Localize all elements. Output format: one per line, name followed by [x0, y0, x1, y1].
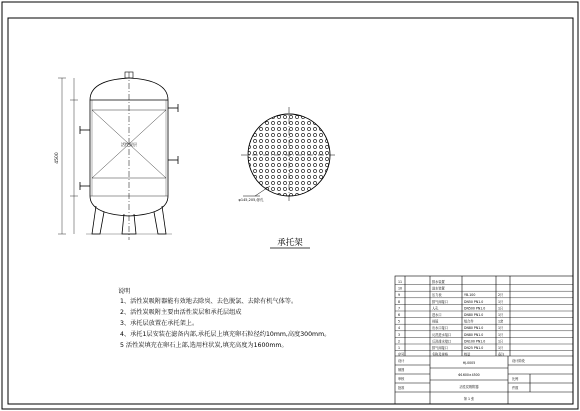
parts-cell-note: 1只 — [498, 326, 504, 331]
parts-cell-no: 9 — [398, 293, 401, 298]
unit-label: 件数 — [512, 386, 519, 390]
parts-cell-qty: DN500 PN1.0 — [464, 306, 486, 311]
note-5: 5 活性炭填充在卵石上部,选用柱状炭,填充高度为1600mm。 — [120, 342, 288, 349]
parts-cell-no: 2 — [398, 339, 401, 344]
title-project-code: HJ-0005 — [462, 361, 476, 365]
parts-cell-qty: DN25 PN1.0 — [464, 346, 484, 350]
scale-label: 比例 — [512, 377, 519, 381]
note-1: 1、活性炭吸附器能有效地去除臭、去色脱氯、去除有机气体等。 — [120, 298, 298, 305]
note-3: 3、承托层放置在承托架上。 — [120, 320, 199, 327]
notes-heading: 说明 — [118, 288, 131, 295]
parts-list — [395, 279, 573, 357]
parts-cell-name: 排水装置 — [432, 280, 445, 284]
parts-cell-note: 1套 — [498, 319, 504, 324]
sign-design: 设计 — [398, 359, 405, 363]
sheet-border-outer — [2, 2, 578, 409]
parts-cell-qty: DN50 PN1.0 — [464, 299, 484, 304]
parts-cell-qty: DN80 PN1.0 — [464, 332, 484, 337]
parts-cell-note: 1只 — [498, 332, 504, 337]
note-2: 2、活性炭吸附主要由活性炭层和承托层组成 — [120, 309, 242, 316]
parts-cell-qty: DN80 PN1.0 — [464, 326, 484, 331]
parts-cell-name: 人孔 — [432, 306, 439, 311]
parts-header-qty: 数量 — [464, 352, 471, 357]
parts-cell-no: 10 — [398, 286, 403, 291]
parts-cell-no: 5 — [398, 319, 401, 324]
parts-cell-note: 1只 — [498, 346, 504, 350]
parts-cell-no: 3 — [398, 332, 401, 337]
parts-cell-name: 进水口 — [432, 313, 442, 317]
parts-cell-note: 2只 — [498, 293, 504, 298]
parts-cell-name: 反洗进水接口 — [432, 332, 452, 337]
support-label: 承托架 — [277, 238, 303, 248]
parts-cell-name: 出水口接口 — [432, 326, 448, 331]
parts-header-no: 序号 — [398, 352, 405, 357]
design-stage: 设计阶段 — [512, 359, 525, 363]
parts-cell-no: 11 — [398, 280, 403, 284]
parts-cell-name: 排气阀接口 — [432, 346, 448, 350]
parts-cell-name: 压力表 — [432, 293, 442, 298]
parts-cell-note: 1只 — [498, 313, 504, 317]
parts-cell-no: 8 — [398, 299, 401, 304]
parts-cell-note: 1只 — [498, 339, 504, 344]
parts-cell-no: 6 — [398, 313, 401, 317]
sheet-number: 第 1 张 — [463, 397, 475, 401]
parts-cell-qty: DN100 PN1.0 — [464, 339, 486, 344]
parts-header-name: 名称及规格 — [432, 352, 448, 357]
support-hole-spec: φ145,205,@孔 — [238, 198, 264, 202]
tank-height-dimension: 4500 — [55, 152, 60, 164]
parts-cell-no: 7 — [398, 306, 401, 311]
sign-draw: 制图 — [398, 368, 405, 372]
tank-bed-label: 活性炭层 — [121, 142, 137, 147]
parts-cell-no: 1 — [398, 346, 401, 350]
tank-elevation — [58, 72, 178, 240]
note-4: 4、承托1层安装在滤备内部,承托层上填充卵石粒径约10mm,高度300mm。 — [120, 331, 331, 338]
parts-cell-name: 视镜 — [432, 319, 439, 324]
parts-cell-name: 进水装置 — [432, 286, 445, 291]
parts-cell-name: 反洗排水接口 — [432, 339, 452, 344]
title-main: 活性炭吸附器 — [459, 385, 479, 389]
title-sub: Φ1600×4500 — [458, 373, 480, 377]
parts-cell-qty: DN80 PN1.0 — [464, 313, 484, 317]
support-plate — [238, 107, 337, 203]
parts-header-note: 备注 — [498, 352, 505, 357]
parts-cell-qty: 组合件 — [464, 319, 474, 324]
sign-approve: 批准 — [398, 386, 405, 390]
notes — [118, 287, 330, 349]
parts-cell-note: 1只 — [498, 299, 504, 304]
parts-cell-note: 1只 — [498, 306, 504, 311]
parts-cell-qty: YB-100 — [464, 293, 476, 298]
sheet-border-inner — [8, 18, 573, 404]
parts-cell-no: 4 — [398, 326, 401, 331]
parts-cell-name: 排气阀接口 — [432, 299, 448, 304]
sign-check: 审核 — [398, 377, 405, 381]
